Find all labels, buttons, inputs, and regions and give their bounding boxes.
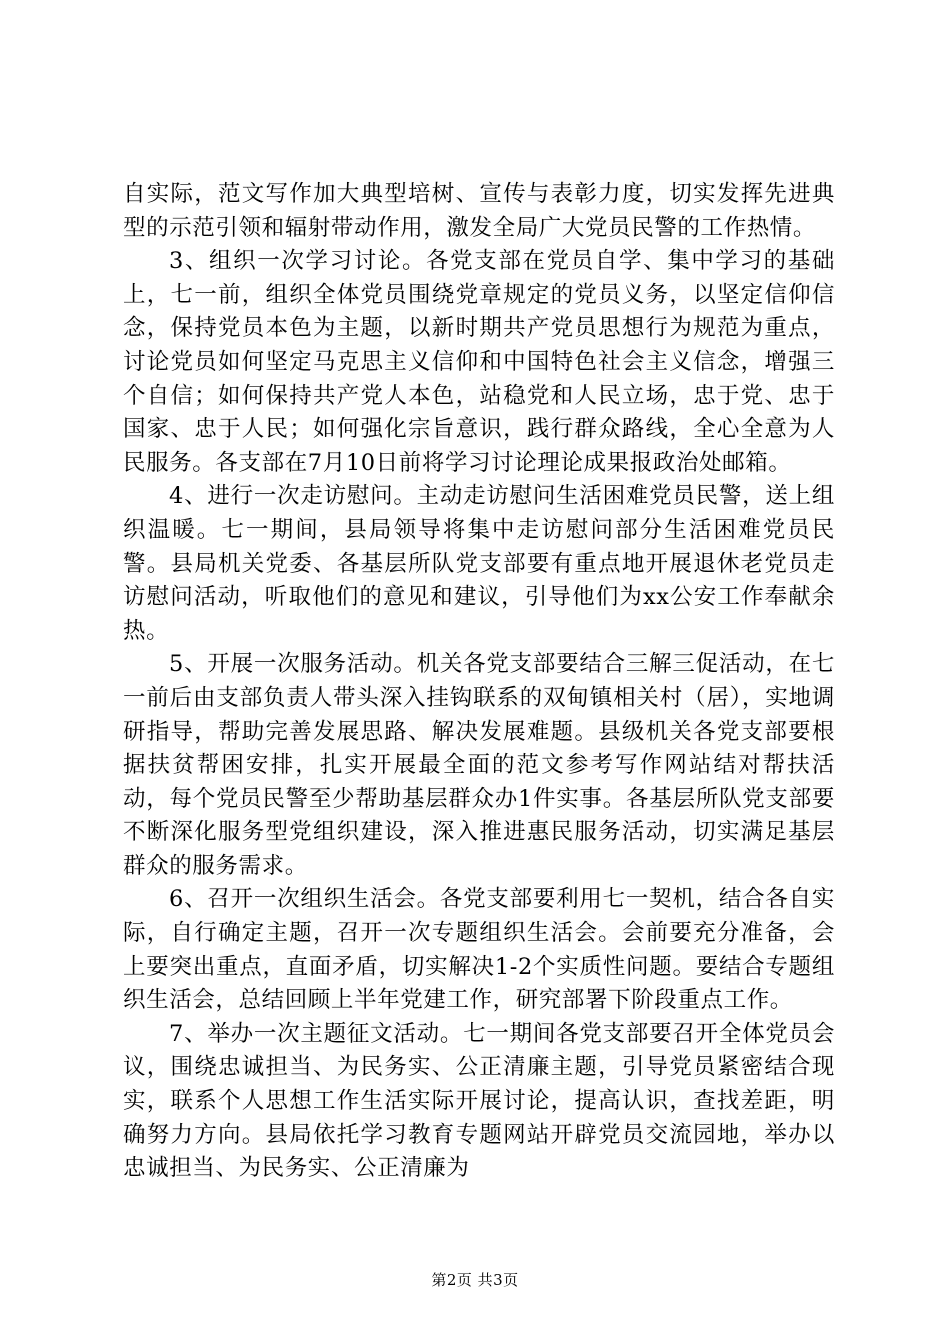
paragraph-item-5: 5、开展一次服务活动。机关各党支部要结合三解三促活动，在七一前后由支部负责人带头深入挂钩联系的双甸镇相关村（居），实地调研指导，帮助完善发展思路、解决发展难题。县级机关各党支部要根据扶贫帮困安排，扎实开展最全面的范文参考写作网站结对帮扶活动，每个党员民警至少帮助基层群众办1件实事。各基层所队党支部要不断深化服务型党组织建设，深入推进惠民服务活动，切实满足基层群众的服务需求。 [123, 651, 835, 879]
page-number-footer: 第2页 共3页 [431, 1271, 519, 1289]
paragraph-item-3: 3、组织一次学习讨论。各党支部在党员自学、集中学习的基础上，七一前，组织全体党员围绕党章规定的党员义务，以坚定信仰信念，保持党员本色为主题，以新时期共产党员思想行为规范为重点，讨论党员如何坚定马克思主义信仰和中国特色社会主义信念，增强三个自信；如何保持共产党人本色，站稳党和人民立场，忠于党、忠于国家、忠于人民；如何强化宗旨意识，践行群众路线，全心全意为人民服务。各支部在7月10日前将学习讨论理论成果报政治处邮箱。 [123, 248, 835, 476]
paragraph-item-6: 6、召开一次组织生活会。各党支部要利用七一契机，结合各自实际，自行确定主题，召开一次专题组织生活会。会前要充分准备，会上要突出重点，直面矛盾，切实解决1-2个实质性问题。要结合专题组织生活会，总结回顾上半年党建工作，研究部署下阶段重点工作。 [123, 886, 835, 1014]
paragraph-item-7: 7、举办一次主题征文活动。七一期间各党支部要召开全体党员会议，围绕忠诚担当、为民务实、公正清廉主题，引导党员紧密结合现实，联系个人思想工作生活实际开展讨论，提高认识，查找差距，明确努力方向。县局依托学习教育专题网站开辟党员交流园地，举办以忠诚担当、为民务实、公正清廉为 [123, 1020, 835, 1182]
document-body [123, 178, 835, 1186]
paragraph-item-4: 4、进行一次走访慰问。主动走访慰问生活困难党员民警，送上组织温暖。七一期间，县局领导将集中走访慰问部分生活困难党员民警。县局机关党委、各基层所队党支部要有重点地开展退休老党员走访慰问活动，听取他们的意见和建议，引导他们为xx公安工作奉献余热。 [123, 483, 835, 644]
paragraph-continuation: 自实际，范文写作加大典型培树、宣传与表彰力度，切实发挥先进典型的示范引领和辐射带动作用，激发全局广大党员民警的工作热情。 [123, 181, 835, 241]
